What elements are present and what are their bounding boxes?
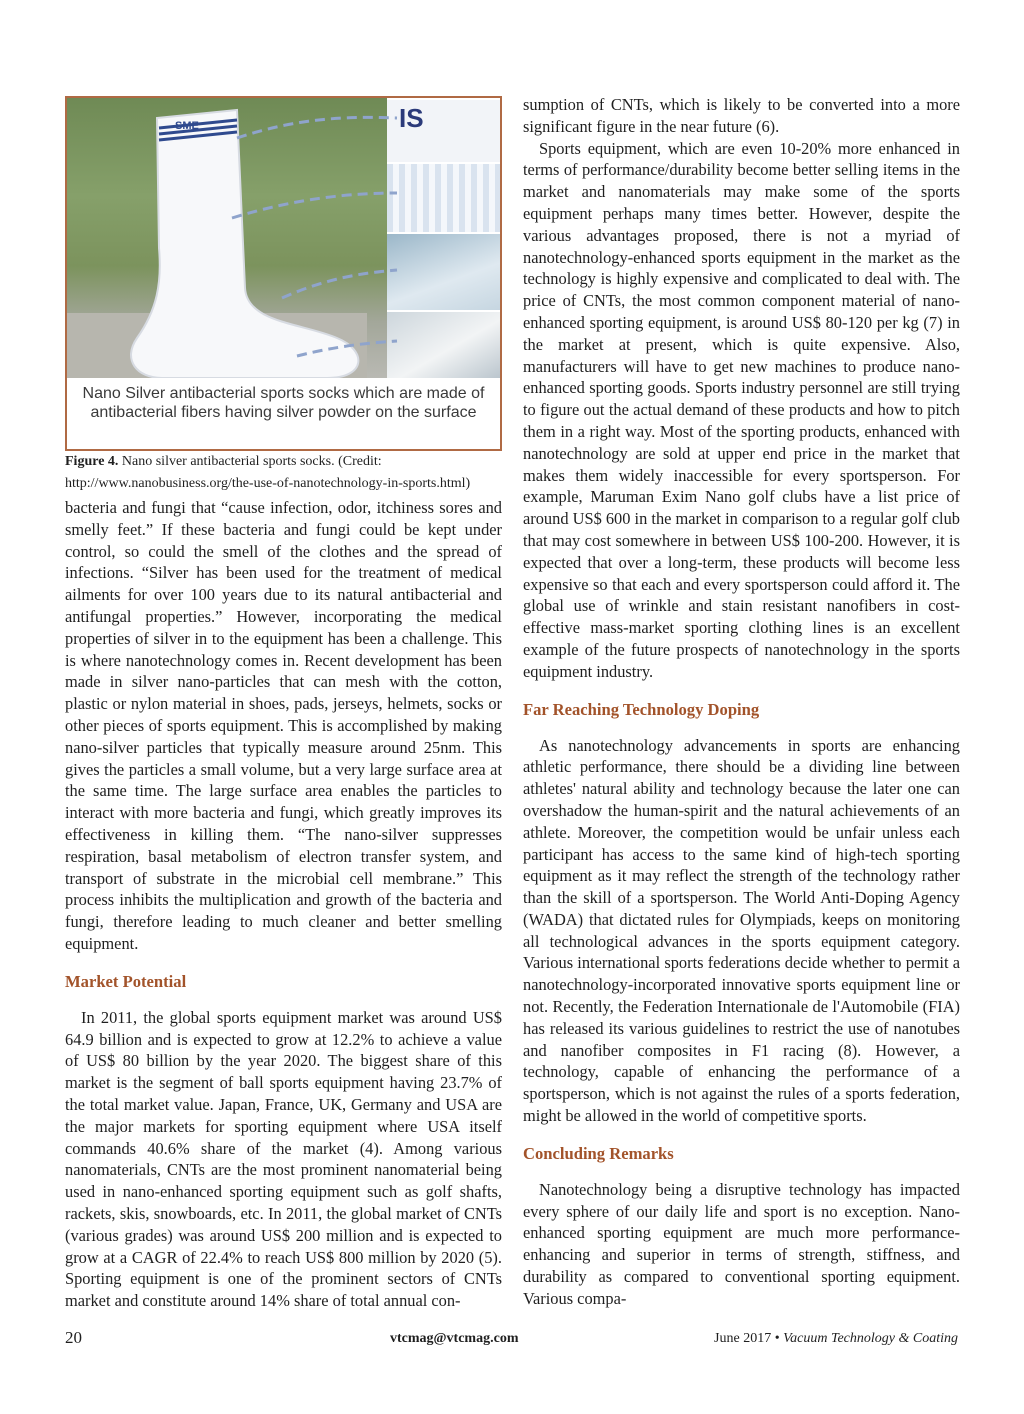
image-caption-text: Nano Silver antibacterial sports socks which are made of antibacterial fibers having silver powder on the surface (82, 385, 485, 421)
figure-caption (65, 451, 502, 495)
right-paragraph-2: Sports equipment, which are even 10-20% more enhanced in terms of performance/durability become better selling items in the market and nanomaterials may make some of the sports equipment perhaps many times better. However, despite the various advantages proposed, there is not a myriad of nanotechnology-enhanced sports equipment in the market as the technology is highly expensive and complicated to deal with. The price of CNTs, the most common component material of nano-enhanced sporting equipment, is around US$ 80-120 per kg (7) in the market at present, which is quite expensive. Also, manufacturers will have to get new machines to produce nano-enhanced sporting goods. Sports industry personnel are still trying to figure out the actual demand of these products and how to pitch them in a right way. Most of the sporting products, enhanced with nanotechnology are sold at upper end price in the market that makes them widely inaccessible for every sportsperson. For example, Maruman Exim Nano golf clubs have a list price of around US$ 600 in the market in comparison to a regular golf club that may cost somewhere in between US$ 100-200. However, it is expected that over a long-term, these products will become less expensive so that each and every sportsperson could afford it. The global use of wrinkle and stain resistant nanofibers in cost-effective mass-market sporting clothing lines is an excellent example of the future prospects of nanotechnology in the sports equipment industry. (523, 138, 960, 681)
footer-bullet: • (774, 1331, 780, 1346)
footer-issue (714, 1331, 958, 1347)
left-column (65, 94, 502, 1312)
left-paragraph-1: bacteria and fungi that “cause infection, odor, itchiness sores and smelly feet.” If these bacteria and fungi could be kept under control, so could the smell of the clothes and the spread of infections. “Silver has been used for the treatment of medical ailments for over 100 years due to its natural antibacterial and antifungal properties.” However, incorporating the medical properties of silver in to the equipment has been a challenge. This is where nanotechnology comes in. Recent development has been made in silver nano-particles that can mesh with the cotton, plastic or nylon material in shoes, pads, jerseys, helmets, socks or other pieces of sports equipment. This is accomplished by making nano-silver particles that typically measure around 25nm. This gives the particles a small volume, but a very large surface area at the same time. The large surface area enables the particles to interact with more bacteria and fungi, which greatly improves its effectiveness in killing them. “The nano-silver suppresses respiration, basal metabolism of electron transfer system, and transport of substrate in the microbial cell membrane.” This process inhibits the multiplication and growth of the bacteria and fungi, therefore leading to much cleaner and better smelling equipment. (65, 498, 502, 953)
left-paragraph-2: In 2011, the global sports equipment market was around US$ 64.9 billion and is expected to grow at 12.2% to achieve a value of US$ 80 billion by the year 2020. The biggest share of this market is the segment of ball sports equipment having 23.7% of the total market value. Japan, France, UK, Germany and USA are the major markets for sporting equipment where USA itself commands 40.6% share of the market (4). Among various nanomaterials, CNTs are the most prominent nanomaterial being used in nano-enhanced sporting equipment such as golf shafts, rackets, skis, snowboards, etc. In 2011, the global market of CNTs (various grades) was around US$ 200 million and is expected to grow at a CAGR of 22.4% to reach US$ 800 million by 2020 (5). Sporting equipment is one of the prominent sectors of CNTs market and constitute around 14% share of total annual con- (65, 1007, 502, 1311)
heading-market-potential: Market Potential (65, 971, 187, 991)
figure-image (65, 96, 502, 451)
sock-illustration (67, 98, 500, 378)
figure-caption-text: Nano silver antibacterial sports socks. (Credit: http://www.nanobusiness.org/the-use-of-nanotechnology-in-sports.html) (65, 454, 471, 491)
right-paragraph-1: sumption of CNTs, which is likely to be converted into a more significant figure in the near future (6). (523, 95, 960, 136)
heading-concluding-remarks: Concluding Remarks (523, 1143, 674, 1163)
right-paragraph-4: Nanotechnology being a disruptive technology has impacted every sphere of our daily life and sport is no exception. Nano-enhanced sporting equipment are much more performance-enhancing and superior in terms of strength, stiffness, and durability as compared to conventional sporting equipment. Various compa- (523, 1179, 960, 1308)
image-logo-right: IS (399, 103, 424, 133)
footer-email: vtcmag@vtcmag.com (390, 1331, 519, 1346)
right-paragraph-3: As nanotechnology advancements in sports are enhancing athletic performance, there should be a dividing line between athletes' natural ability and technology because the later one can overshadow the human-spirit and the natural achievements of an athlete. Moreover, the competition would be unfair unless each participant has access to the same kind of high-tech sporting equipment as it may reflect the strength of the technology rather than the skill of a sportsperson. The World Anti-Doping Agency (WADA) that dictated rules for Olympiads, keeps on monitoring all technological advances in the sports equipment category. Various international sports federations decide whether to permit a nanotechnology-incorporated innovative sports equipment line or not. Recently, the Federation Internationale de l'Automobile (FIA) has released its various guidelines to restrict the use of nanotubes and nanofiber composites in F1 racing (8). However, a technology, capable of enhancing the performance of a sportsperson, which is not against the rules of a sports federation, might be allowed in the world of competitive sports. (523, 735, 960, 1126)
footer-magazine: Vacuum Technology & Coating (783, 1331, 958, 1346)
heading-technology-doping: Far Reaching Technology Doping (523, 699, 760, 719)
right-column (523, 94, 960, 1310)
footer-date: June 2017 (714, 1331, 772, 1346)
image-logo-left: SME (175, 120, 199, 132)
page-number: 20 (65, 1328, 82, 1347)
figure-label: Figure 4. (65, 454, 119, 469)
